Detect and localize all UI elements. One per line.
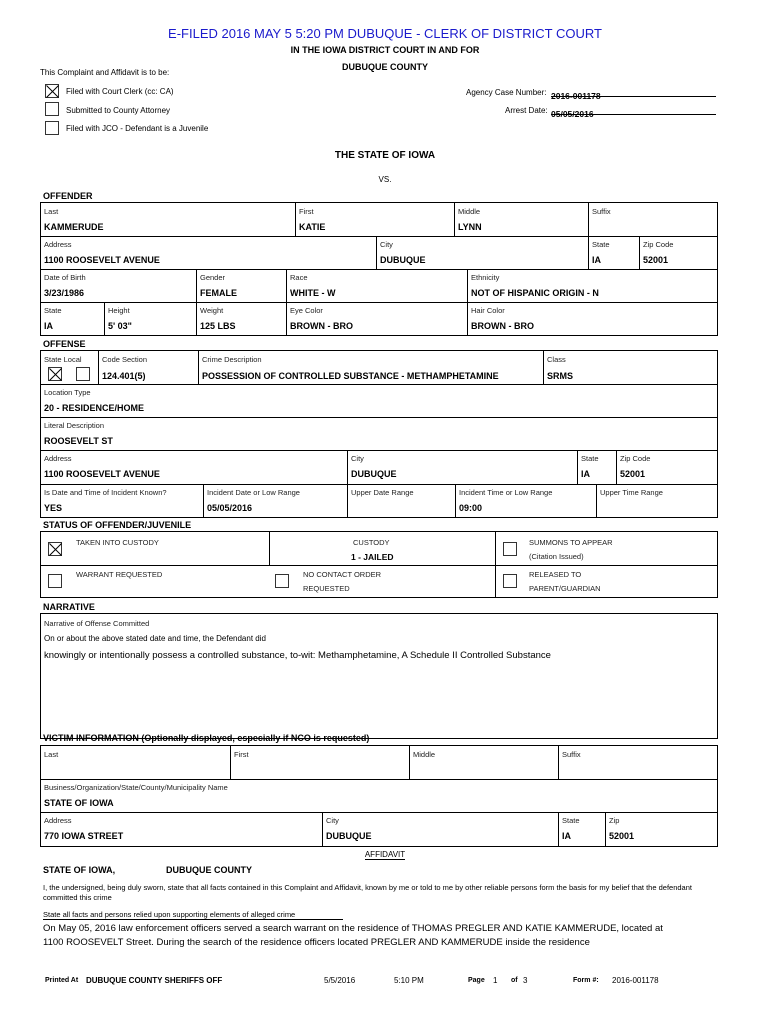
incident-date-label: Incident Date or Low Range [207,488,300,497]
of-label: of [511,977,518,984]
victim-last-label: Last [44,750,59,759]
victim-first-label: First [234,750,249,759]
victim-business: STATE OF IOWA [44,798,114,808]
offender-ethnicity: NOT OF HISPANIC ORIGIN - N [471,288,599,298]
offender-state: IA [592,255,601,265]
narrative-box [40,613,718,739]
offender-city-label: City [380,240,393,249]
page-total: 3 [523,976,528,985]
offense-address-label: Address [44,454,72,463]
victim-city: DUBUQUE [326,831,372,841]
offender-last-label: Last [44,207,59,216]
form-label: Form #: [573,977,599,984]
state-local-label: State Local [44,355,82,364]
crime-description: POSSESSION OF CONTROLLED SUBSTANCE - METHAMPHETAMINE [202,371,499,381]
offender-dob-label: Date of Birth [44,273,86,282]
affidavit-title: AFFIDAVIT [364,850,406,859]
literal-description-label: Literal Description [44,421,105,430]
offense-city-label: City [351,454,364,463]
option-label-3: Filed with JCO - Defendant is a Juvenile [66,124,209,133]
option-label-2: Submitted to County Attorney [66,106,171,115]
offender-city: DUBUQUE [380,255,426,265]
offense-city: DUBUQUE [351,469,397,479]
literal-description: ROOSEVELT ST [44,436,113,446]
affidavit-county: DUBUQUE COUNTY [166,865,253,875]
facts-line-1: On May 05, 2016 law enforcement officers served a search warrant on the residence of THOMAS PREGLER AND KATIE KAMMERUDE, located at [43,923,663,934]
local-checkbox[interactable] [76,367,90,381]
offender-state2: IA [44,321,53,331]
narrative-section-title: NARRATIVE [43,602,95,612]
printed-at-label: Printed At [45,977,79,984]
offender-height: 5' 03" [108,321,132,331]
offender-address: 1100 ROOSEVELT AVENUE [44,255,160,265]
offender-eye: BROWN - BRO [290,321,353,331]
victim-address: 770 IOWA STREET [44,831,124,841]
location-type-label: Location Type [44,388,91,397]
facts-label: State all facts and persons relied upon supporting elements of alleged crime [43,910,343,920]
offense-box [40,350,718,518]
offender-eye-label: Eye Color [290,306,323,315]
agency-case-value: 2016-001178 [551,91,601,101]
class-label: Class [547,355,566,364]
narrative-line-1: On or about the above stated date and time, the Defendant did [44,634,266,643]
offender-zip-label: Zip Code [643,240,674,249]
custody-value: 1 - JAILED [351,552,394,562]
offender-gender: FEMALE [200,288,237,298]
date-known: YES [44,503,63,513]
offender-suffix-label: Suffix [592,207,611,216]
offender-section-title: OFFENDER [43,191,93,201]
offender-first-label: First [299,207,314,216]
victim-state-label: State [562,816,580,825]
date-known-label: Is Date and Time of Incident Known? [44,488,167,497]
victim-box [40,745,718,847]
taken-custody-checkbox[interactable] [48,542,62,556]
offender-hair-label: Hair Color [471,306,505,315]
incident-date: 05/05/2016 [207,503,253,513]
location-type: 20 - RESIDENCE/HOME [44,403,145,413]
nco-checkbox[interactable] [275,574,289,588]
offender-first: KATIE [299,222,326,232]
court-line-1: IN THE IOWA DISTRICT COURT IN AND FOR [290,45,480,55]
printed-time: 5:10 PM [394,976,424,985]
incident-time-label: Incident Time or Low Range [459,488,553,497]
status-section-title: STATUS OF OFFENDER/JUVENILE [43,520,192,530]
offender-race: WHITE - W [290,288,336,298]
offender-gender-label: Gender [200,273,226,282]
narrative-label: Narrative of Offense Committed [44,619,150,628]
offender-dob: 3/23/1986 [44,288,85,298]
page-number: 1 [493,976,498,985]
offender-zip: 52001 [643,255,669,265]
offender-address-label: Address [44,240,72,249]
released-checkbox[interactable] [503,574,517,588]
offender-state2-label: State [44,306,62,315]
arrest-date-label: Arrest Date: [505,106,548,115]
offender-hair: BROWN - BRO [471,321,534,331]
filed-jco-checkbox[interactable] [45,121,59,135]
complaint-intro: This Complaint and Affidavit is to be: [40,68,170,77]
summons-label-1: SUMMONS TO APPEAR [529,538,613,547]
submitted-county-attorney-checkbox[interactable] [45,102,59,116]
offender-weight-label: Weight [200,306,224,315]
agency-case-label: Agency Case Number: [466,88,547,97]
nco-label-1: NO CONTACT ORDER [303,570,382,579]
affidavit-state: STATE OF IOWA, [43,865,116,875]
offender-weight: 125 LBS [200,321,236,331]
victim-zip: 52001 [609,831,635,841]
offender-race-label: Race [290,273,308,282]
offense-section-title: OFFENSE [43,339,86,349]
victim-suffix-label: Suffix [562,750,581,759]
summons-checkbox[interactable] [503,542,517,556]
offender-last: KAMMERUDE [44,222,104,232]
offender-ethnicity-label: Ethnicity [471,273,500,282]
victim-business-label: Business/Organization/State/County/Municipality Name [44,783,228,792]
offense-zip-label: Zip Code [620,454,651,463]
class-value: SRMS [547,371,574,381]
offender-height-label: Height [108,306,130,315]
agency-case-line [551,86,716,101]
code-section-label: Code Section [102,355,148,364]
custody-label: CUSTODY [353,538,390,547]
offense-zip: 52001 [620,469,646,479]
released-label-1: RELEASED TO [529,570,582,579]
warrant-checkbox[interactable] [48,574,62,588]
upper-time-label: Upper Time Range [600,488,663,497]
victim-middle-label: Middle [413,750,436,759]
crime-description-label: Crime Description [202,355,262,364]
page-label: Page [468,977,485,984]
arrest-date-line [551,104,716,119]
printed-office: DUBUQUE COUNTY SHERIFFS OFF [86,976,223,985]
court-line-2: DUBUQUE COUNTY [341,62,428,72]
offense-address: 1100 ROOSEVELT AVENUE [44,469,160,479]
state-checkbox[interactable] [48,367,62,381]
facts-line-2: 1100 ROOSEVELT Street. During the search of the residence officers located PREGLER AND KAMMERUDE inside the residence [43,937,590,948]
warrant-label: WARRANT REQUESTED [76,570,163,579]
form-number: 2016-001178 [612,976,659,985]
offender-middle-label: Middle [458,207,481,216]
filed-court-clerk-checkbox[interactable] [45,84,59,98]
incident-time: 09:00 [459,503,483,513]
printed-date: 5/5/2016 [324,976,356,985]
offender-state-label: State [592,240,610,249]
offender-middle: LYNN [458,222,482,232]
narrative-line-2: knowingly or intentionally possess a controlled substance, to-wit: Methamphetamine, A Schedule II Controlled Substance [44,650,551,661]
nco-label-2: REQUESTED [303,584,350,593]
victim-section-title: VICTIM INFORMATION (Optionally displayed, especially if NCO is requested) [43,733,370,743]
offense-state-label: State [581,454,599,463]
arrest-date-value: 05/05/2016 [551,109,594,119]
summons-label-2: (Citation Issued) [529,552,584,561]
vs-label: VS. [378,175,392,184]
option-label-1: Filed with Court Clerk (cc: CA) [66,87,174,96]
upper-date-label: Upper Date Range [351,488,414,497]
offense-state: IA [581,469,590,479]
released-label-2: PARENT/GUARDIAN [529,584,601,593]
victim-zip-label: Zip [609,816,620,825]
taken-custody-label: TAKEN INTO CUSTODY [76,538,159,547]
code-section: 124.401(5) [102,371,146,381]
efiled-stamp: E-FILED 2016 MAY 5 5:20 PM DUBUQUE - CLERK OF DISTRICT COURT [168,26,602,41]
victim-state: IA [562,831,571,841]
offender-box [40,202,718,336]
state-of-iowa-title: THE STATE OF IOWA [334,150,436,161]
status-box [40,531,718,598]
affidavit-oath: I, the undersigned, being duly sworn, state that all facts contained in this Complaint and Affidavit, known by me or told to me by other reliable persons form the basis for my belief that the defendant committed this crime [43,883,692,902]
victim-address-label: Address [44,816,72,825]
victim-city-label: City [326,816,339,825]
